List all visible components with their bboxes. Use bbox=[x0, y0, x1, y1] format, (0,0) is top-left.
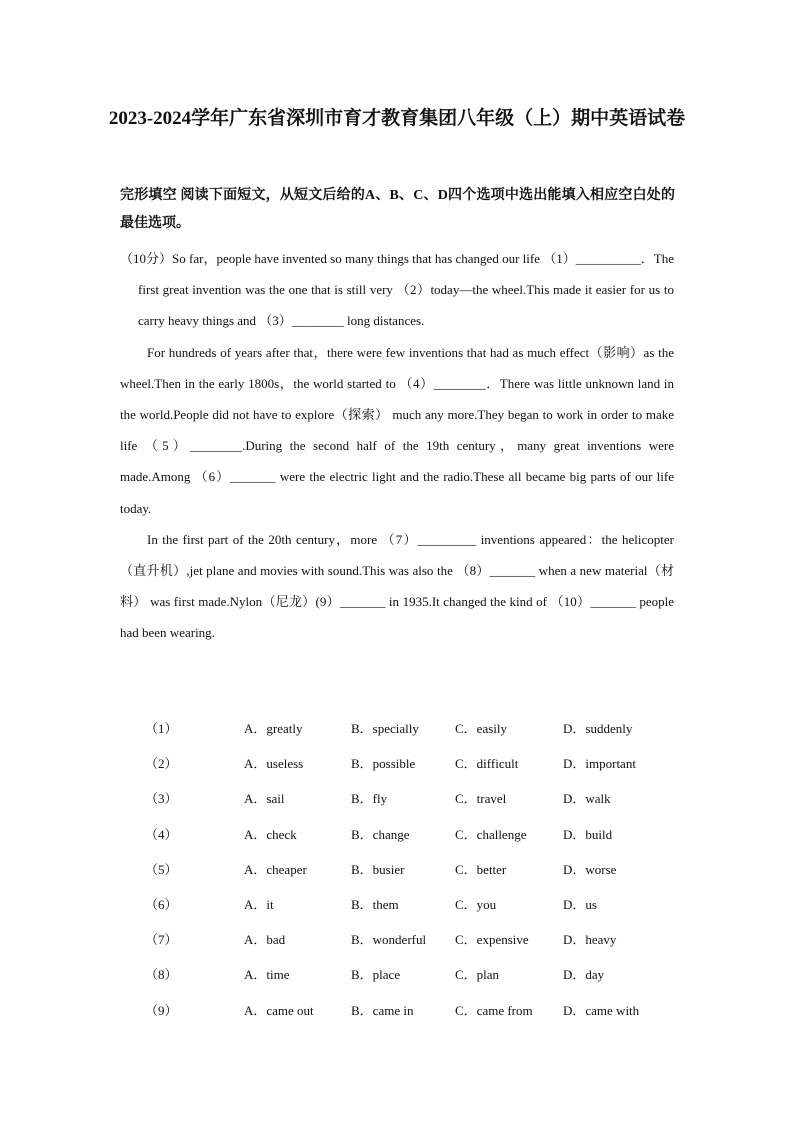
option-d: D．worse bbox=[563, 861, 617, 877]
option-c: C．came from bbox=[455, 1002, 533, 1018]
option-b: B．specially bbox=[351, 721, 419, 736]
option-a: A．time bbox=[244, 967, 290, 983]
question-number: （3） bbox=[145, 791, 178, 807]
option-c: C．better bbox=[455, 861, 507, 877]
option-a: A．bad bbox=[244, 932, 286, 948]
option-a: A．it bbox=[244, 896, 274, 912]
passage-paragraph-3: In the first part of the 20th century，more （7）_________ inventions appeared：the helicopter（直升机）,jet plane and movies with sound.This was also the （8）_______ when a new material（材料） was first made.Nylon（尼龙）(9）_______ in 1935.It changed the kind of （10）_______ people had been wearing. bbox=[120, 531, 674, 641]
question-number: （7） bbox=[145, 932, 178, 948]
option-b: B．change bbox=[351, 826, 410, 842]
option-a: A．check bbox=[244, 826, 297, 842]
question-row bbox=[145, 922, 685, 957]
option-d: D．came with bbox=[563, 1002, 640, 1018]
question-number: （2） bbox=[145, 756, 178, 772]
question-row bbox=[145, 887, 685, 922]
option-a: A．came out bbox=[244, 1002, 314, 1018]
option-b: B．possible bbox=[351, 756, 416, 772]
question-number: （9） bbox=[145, 1002, 178, 1018]
option-a: A．useless bbox=[244, 756, 304, 772]
passage-paragraph-2: For hundreds of years after that，there were few inventions that had as much effect（影响）as the wheel.Then in the early 1800s，the world started to （4）________．There was little unknown land in the world.People did not have to explore（探索） much any more.They began to work in order to make life （5）________.During the second half of the 19th century，many great inventions were made.Among （6）_______ were the electric light and the radio.These all became big parts of our life today. bbox=[120, 344, 674, 516]
question-row bbox=[145, 817, 685, 852]
option-c: C．travel bbox=[455, 791, 507, 807]
option-b: B．wonderful bbox=[351, 932, 427, 948]
option-d: D．important bbox=[563, 756, 636, 772]
question-number: （8） bbox=[145, 967, 178, 983]
option-c: C．easily bbox=[455, 721, 507, 736]
option-d: D．walk bbox=[563, 791, 611, 807]
answer-options bbox=[145, 711, 685, 1028]
question-row bbox=[145, 957, 685, 992]
question-row bbox=[145, 781, 685, 816]
question-row bbox=[145, 746, 685, 781]
question-number: （6） bbox=[145, 896, 178, 912]
option-c: C．you bbox=[455, 896, 497, 912]
option-d: D．day bbox=[563, 967, 605, 983]
passage-paragraph-1: （10分）So far，people have invented so many things that has changed our life （1）__________．The first great invention was the one that is still very （2）today—the wheel.This made it easier for us to carry heavy things and （3）________ long distances. bbox=[120, 251, 674, 329]
option-c: C．challenge bbox=[455, 826, 527, 842]
option-a: A．sail bbox=[244, 791, 285, 807]
option-c: C．difficult bbox=[455, 756, 519, 772]
cloze-passage bbox=[120, 243, 674, 649]
page-title: 2023-2024学年广东省深圳市育才教育集团八年级（上）期中英语试卷 bbox=[108, 108, 686, 129]
option-b: B．fly bbox=[351, 791, 388, 807]
question-number: （4） bbox=[145, 826, 178, 842]
option-b: B．came in bbox=[351, 1002, 414, 1018]
question-row bbox=[145, 993, 685, 1028]
question-number: （5） bbox=[145, 861, 178, 877]
option-d: D．build bbox=[563, 826, 613, 842]
option-c: C．expensive bbox=[455, 932, 529, 948]
option-c: C．plan bbox=[455, 967, 500, 983]
option-d: D．suddenly bbox=[563, 721, 633, 736]
question-number: （1） bbox=[145, 721, 178, 736]
option-b: B．busier bbox=[351, 861, 405, 877]
section-instructions: 完形填空 阅读下面短文，从短文后给的A、B、C、D四个选项中选出能填入相应空白处的最佳选项。 bbox=[120, 188, 675, 231]
question-row bbox=[145, 711, 685, 746]
option-d: D．us bbox=[563, 896, 597, 912]
option-a: A．greatly bbox=[244, 721, 303, 736]
option-d: D．heavy bbox=[563, 932, 617, 948]
option-b: B．them bbox=[351, 896, 399, 912]
option-a: A．cheaper bbox=[244, 861, 307, 877]
question-row bbox=[145, 852, 685, 887]
option-b: B．place bbox=[351, 967, 401, 983]
